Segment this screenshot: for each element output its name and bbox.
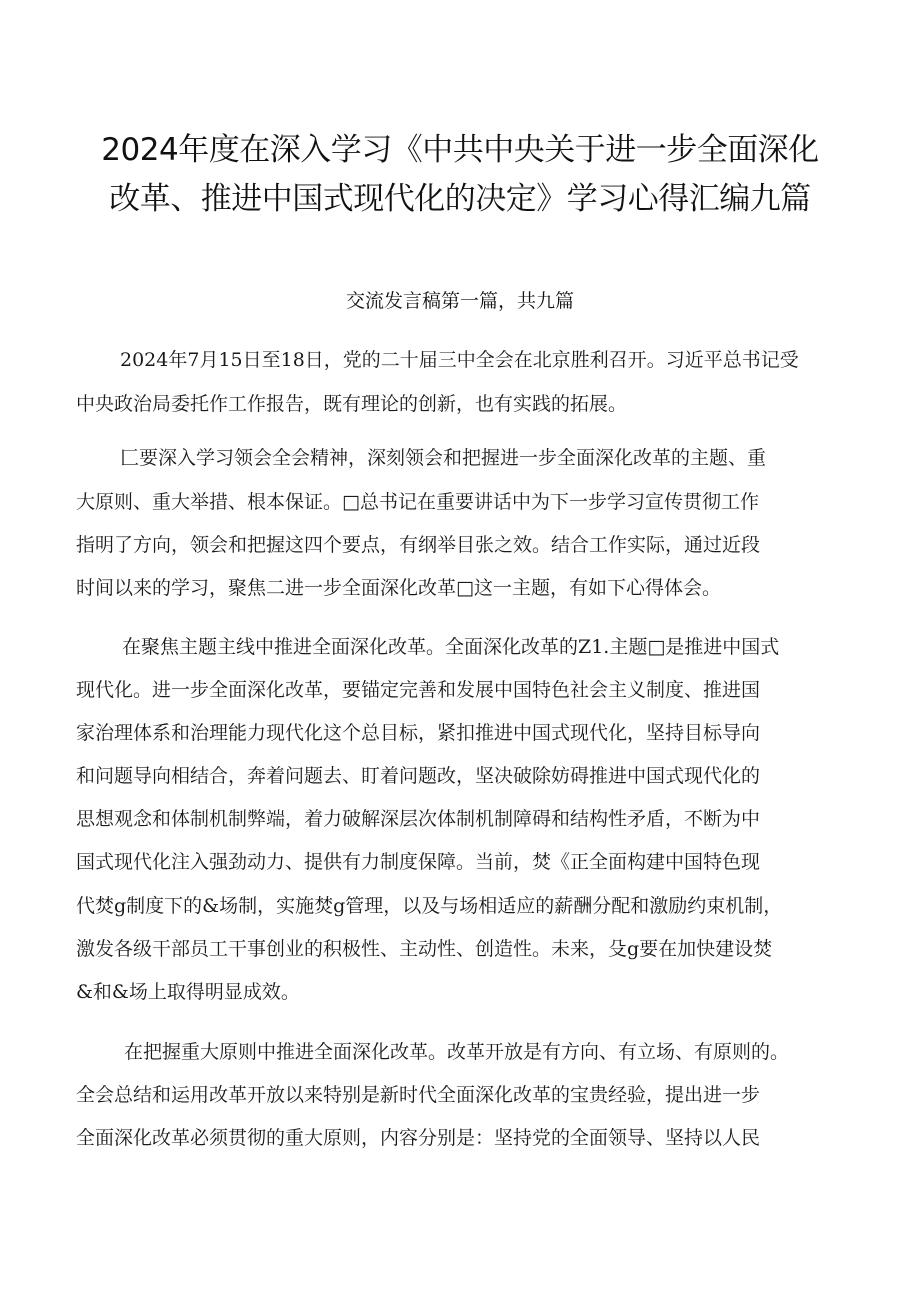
paragraph-3-line-5: 思想观念和体制机制弊端，着力破解深层次体制机制障碍和结构性矛盾，不断为中 <box>76 808 761 830</box>
paragraph-2-line-4: 时间以来的学习，聚焦二进一步全面深化改革□这一主题，有如下心得体会。 <box>76 577 721 599</box>
paragraph-3-line-6: 国式现代化注入强劲动力、提供有力制度保障。当前，焚《正全面构建中国特色现 <box>76 851 761 873</box>
document-subtitle: 交流发言稿第一篇，共九篇 <box>345 290 574 312</box>
paragraph-1-line-2: 中央政治局委托作工作报告，既有理论的创新，也有实践的拓展。 <box>76 393 628 415</box>
paragraph-4-line-1: 在把握重大原则中推进全面深化改革。改革开放是有方向、有立场、有原则的。 <box>124 1041 790 1063</box>
paragraph-3-line-7: 代焚g制度下的&场制，实施焚g管理，以及与场相适应的薪酬分配和激励约束机制， <box>76 895 783 917</box>
paragraph-3-line-2: 现代化。进一步全面深化改革，要锚定完善和发展中国特色社会主义制度、推进国 <box>76 679 761 701</box>
document-title-line-2: 改革、推进中国式现代化的决定》学习心得汇编九篇 <box>109 181 811 217</box>
paragraph-3-line-8: 激发各级干部员工干事创业的积极性、主动性、创造性。未来，殳g要在加快建设焚 <box>76 938 773 960</box>
paragraph-3-line-9: &和&场上取得明显成效。 <box>76 981 300 1003</box>
paragraph-4-line-3: 全面深化改革必须贯彻的重大原则，内容分别是：坚持党的全面领导、坚持以人民 <box>76 1127 761 1149</box>
document-title-line-1: 2024年度在深入学习《中共中央关于进一步全面深化 <box>101 132 819 168</box>
paragraph-2-line-1: 匚要深入学习领会全会精神，深刻领会和把握进一步全面深化改革的主题、重 <box>120 447 767 469</box>
paragraph-3-line-4: 和问题导向相结合，奔着问题去、盯着问题改，坚决破除妨碍推进中国式现代化的 <box>76 765 761 787</box>
paragraph-2-line-3: 指明了方向，领会和把握这四个要点，有纲举目张之效。结合工作实际，通过近段 <box>76 534 761 556</box>
paragraph-4-line-2: 全会总结和运用改革开放以来特别是新时代全面深化改革的宝贵经验，提出进一步 <box>76 1084 761 1106</box>
paragraph-1-line-1: 2024年7月15日至18日，党的二十届三中全会在北京胜利召开。习近平总书记受 <box>120 349 799 371</box>
paragraph-2-line-2: 大原则、重大举措、根本保证。□总书记在重要讲话中为下一步学习宣传贯彻工作 <box>76 491 759 513</box>
paragraph-3-line-3: 家治理体系和治理能力现代化这个总目标，紧扣推进中国式现代化，坚持目标导向 <box>76 722 761 744</box>
paragraph-3-line-1: 在聚焦主题主线中推进全面深化改革。全面深化改革的Z1.主题□是推进中国式 <box>122 636 780 658</box>
